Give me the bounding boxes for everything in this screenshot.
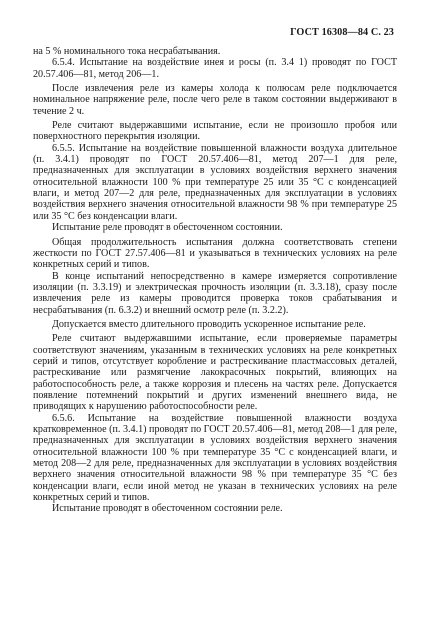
running-head: ГОСТ 16308—84 С. 23 [290, 27, 394, 38]
paragraph-6-5-5: 6.5.5. Испытание на воздействие повышенной влажности воздуха длительное (п. 3.4.1) проводят по ГОСТ 20.57.406—81, метод 207—1 для реле, предназначенных для эксплуатации в условиях воздействия верхнего значения относительной влажности 100 % при температуре 25 или 35 °С с конденсацией влаги, и метод 207—2 для реле, предназначенных для эксплуатации в условиях воздействия верхнего значения относительной влажности 98 % при температуре 25 или 35 °С без конденсации влаги. [33, 142, 397, 222]
paragraph-deenergized-6-5-5: Испытание реле проводят в обесточенном состоянии. [52, 222, 283, 234]
paragraph-total-duration: Общая продолжительность испытания должна соответствовать степени жесткости по ГОСТ 27.57.406—81 и указываться в технических условиях на реле конкретных серий и типов. [33, 236, 397, 271]
paragraph-accelerated-test: Допускается вместо длительного проводить ускоренное испытание реле. [52, 318, 366, 330]
paragraph-acceptance-6-5-4: Реле считают выдержавшими испытание, если не произошло пробоя или поверхностного перекрытия изоляции. [33, 120, 397, 143]
paragraph-acceptance-6-5-5: Реле считают выдержавшими испытание, если проверяемые параметры соответствуют значениям, указанным в технических условиях на реле конкретных серий и типов, отсутствует коробление и растрескивание пластмассовых деталей, растрескивание или размягчение лакокрасочных покрытий, влияющих на работоспособность реле, а также коррозия и плесень на частях реле. Допускается появление потемнений покрытий и других изменений внешнего вида, не приводящих к нарушению работоспособности реле. [33, 333, 397, 413]
paragraph-deenergized-6-5-6: Испытание проводят в обесточенном состоянии реле. [52, 503, 283, 515]
document-body [33, 46, 397, 515]
paragraph-continuation: на 5 % номинального тока несрабатывания. [33, 46, 221, 57]
paragraph-after-extraction: После извлечения реле из камеры холода к полюсам реле подключается номинальное напряжение реле, после чего реле в таком состоянии выдерживают в течение 2 ч. [33, 83, 397, 117]
paragraph-6-5-6: 6.5.6. Испытание на воздействие повышенной влажности воздуха кратковременное (п. 3.4.1) проводят по ГОСТ 20.57.406—81, метод 208—1 для реле, предназначенных для эксплуатации в условиях воздействия верхнего значения относительной влажности 100 % при температуре 35 °С с конденсацией влаги, и метод 208—2 для реле, предназначенных для эксплуатации в условиях воздействия верхнего значения относительной влажности 98 % при температуре 35 °С без конденсации влаги, если иной метод не указан в технических условиях на реле конкретных серий и типов. [33, 412, 397, 504]
paragraph-end-of-test: В конце испытаний непосредственно в камере измеряется сопротивление изоляции (п. 3.3.19) и электрическая прочность изоляции (п. 3.3.18), сразу после извлечения реле из камеры проводится проверка токов срабатывания и несрабатывания (п. 6.3.2) и внешний осмотр реле (п. 3.2.2). [33, 270, 397, 316]
paragraph-6-5-4: 6.5.4. Испытание на воздействие инея и росы (п. 3.4 1) проводят по ГОСТ 20.57.406—81, метод 206—1. [33, 57, 397, 80]
